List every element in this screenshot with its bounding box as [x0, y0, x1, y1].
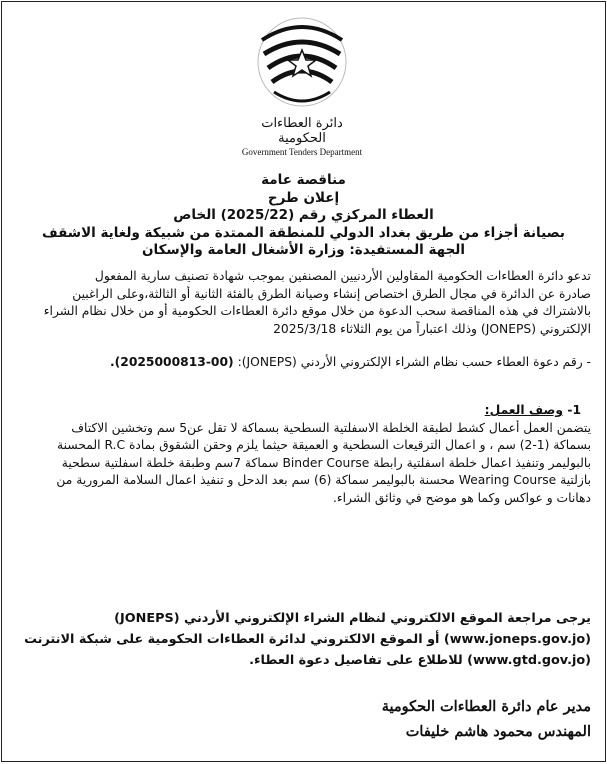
- intro-line: صادرة عن الدائرة في مجال الطرق اختصاص إنشاء وصيانة الطرق بالفئة الثانية أو الثالثة،وعلى الراغبين: [72, 286, 591, 301]
- closing-paragraph: [14, 608, 591, 671]
- signature-title: مدير عام دائرة العطاءات الحكومية: [381, 698, 591, 715]
- tender-announcement: [1, 1, 606, 762]
- work-line: بالبوليمر وتنفيذ اعمال خلطة اسفلتية رابطة Binder Course سماكة 7سم وطبقة خلطة اسفلتية سطحية: [61, 455, 591, 470]
- section-title: وصف العمل:: [484, 403, 564, 417]
- work-line: بازلتية Wearing Course محسنة بالبوليمر سماكة (6) سم بعد الدحل و تنفيذ اعمال السلامة المرورية من: [56, 473, 591, 488]
- heading-public-tender: مناقصة عامة: [261, 172, 346, 188]
- heading-announcement: إعلان طرح: [267, 189, 340, 206]
- closing-line: (www.joneps.gov.jo) أو الموقع الالكتروني لدائرة العطاءات الحكومية على شبكة الانترنت: [24, 632, 591, 647]
- intro-paragraph: [14, 268, 591, 338]
- closing-line: (www.gtd.gov.jo) للاطلاع على تفاصيل دعوة العطاء.: [249, 653, 591, 668]
- bullet-text: - رقم دعوة العطاء حسب نظام الشراء الإلكتروني الأردني (JONEPS):: [233, 355, 591, 369]
- heading-tender-number: العطاء المركزي رقم (2025/22) الخاص: [173, 207, 434, 223]
- work-line: دهانات و عواكس وكما هو موضح في وثائق الشراء.: [332, 490, 591, 505]
- work-line: يتضمن العمل أعمال كشط لطبقة الخلطة الاسفلتية السطحية بسماكة لا تقل عن5 سم وتخشين الاكتاف: [71, 420, 591, 435]
- gtd-logo: [237, 10, 367, 165]
- closing-line: يرجى مراجعة الموقع الالكتروني لنظام الشراء الإلكتروني الأردني (JONEPS): [114, 611, 591, 626]
- heading-beneficiary: الجهة المستفيدة: وزارة الأشغال العامة والإسكان: [141, 242, 466, 258]
- signature-block: [382, 694, 591, 744]
- logo-english-name: Government Tenders Department: [241, 147, 363, 157]
- globe-logo-icon: [254, 10, 350, 114]
- section-number: 1-: [567, 403, 581, 417]
- joneps-invitation-number: (2025000813-00).: [109, 355, 234, 369]
- heading-tender-subject: بصيانة أجزاء من طريق بغداد الدولي للمنطقة الممتدة من شبيكة ولغاية الاشقف: [42, 224, 565, 241]
- intro-line: تدعو دائرة العطاءات الحكومية المقاولين الأردنيين المصنفين بموجب شهادة تصنيف سارية المفعول: [94, 269, 591, 283]
- work-description: [14, 402, 591, 508]
- intro-line: بالاشتراك في هذه المناقصة سحب الدعوة من خلال موقع دائرة العطاءات الحكومية أو من خلال نظام الشراء: [43, 304, 591, 319]
- bullet-paragraph: [14, 354, 591, 372]
- logo-arabic-name: دائرة العطاءات الحكومية: [261, 116, 343, 146]
- headings: [2, 172, 605, 260]
- signature-name: المهندس محمود هاشم خليفات: [405, 723, 591, 740]
- work-line: بسماكة (1-2) سم ، و اعمال الترقيعات السطحية و العميقة حيثما يلزم وحقن الشقوق بمادة R.C المحسنة: [57, 438, 591, 453]
- intro-line: الإلكتروني (JONEPS) وذلك اعتباراً من يوم الثلاثاء 2025/3/18: [273, 321, 591, 336]
